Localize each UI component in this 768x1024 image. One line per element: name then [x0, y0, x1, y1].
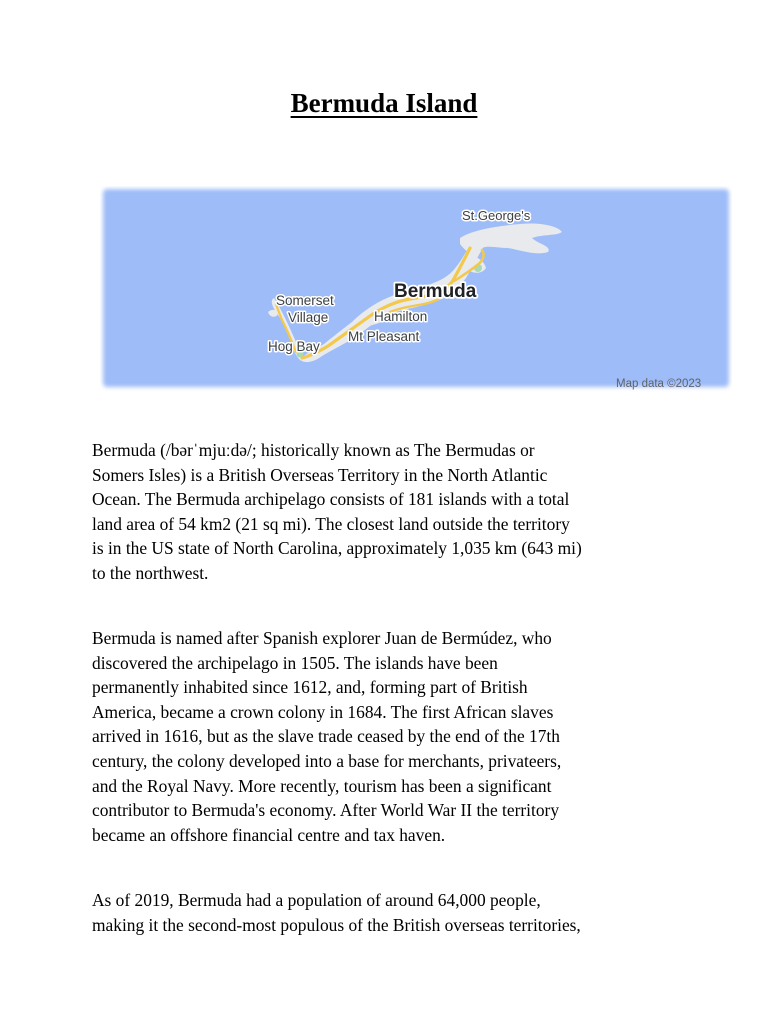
map-label-village: Village — [288, 310, 329, 325]
paragraph-population: As of 2019, Bermuda had a population of around 64,000 people, making it the second-most populous of the British overseas territories, — [92, 890, 581, 935]
map-label-hog-bay: Hog Bay — [268, 339, 320, 354]
paragraph-history: Bermuda is named after Spanish explorer Juan de Bermúdez, who discovered the archipelago in 1505. The islands have been permanently inhabited since 1612, and, forming part of British America, became a crown colony in 1684. The first African slaves arrived in 1616, but as the slave trade ceased by the end of the 17th century, the colony developed into a base for merchants, privateers, and the Royal Navy. More recently, tourism has been a significant contributor to Bermuda's economy. After World War II the territory became an offshore financial centre and tax haven. — [92, 628, 562, 845]
map-attribution: Map data ©2023 — [616, 378, 702, 390]
map-label-hamilton: Hamilton — [374, 309, 428, 324]
map-canvas — [100, 186, 732, 392]
map-label-st-georges: St.George's — [462, 208, 531, 223]
bermuda-map — [100, 186, 732, 392]
paragraph-intro: Bermuda (/bərˈmjuːdə/; historically known as The Bermudas or Somers Isles) is a British Overseas Territory in the North Atlantic Ocean. The Bermuda archipelago consists of 181 islands with a total land area of 54 km2 (21 sq mi). The closest land outside the territory is in the US state of North Carolina, approximately 1,035 km (643 mi) to the northwest. — [92, 440, 582, 583]
map-label-somerset: Somerset — [276, 293, 334, 308]
map-label-mt-pleasant: Mt Pleasant — [348, 329, 420, 344]
page-title: Bermuda Island — [290, 88, 478, 118]
map-label-bermuda: Bermuda — [394, 281, 477, 302]
